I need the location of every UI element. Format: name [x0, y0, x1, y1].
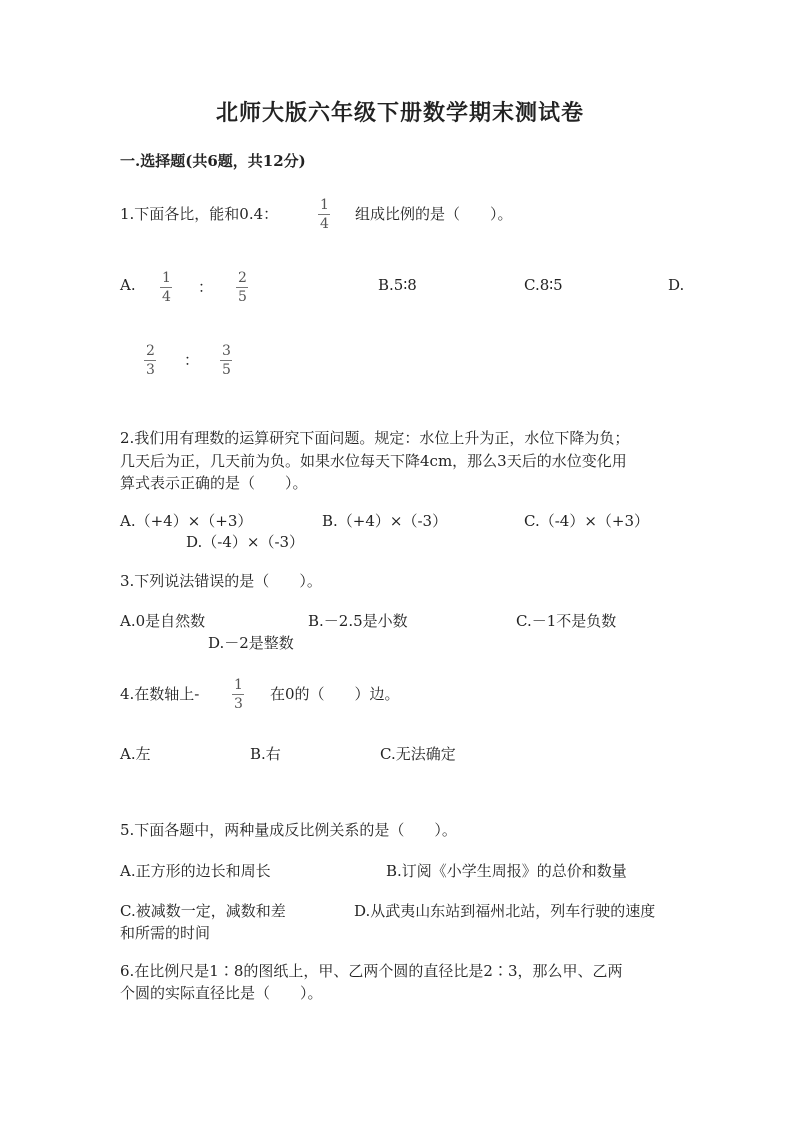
- q1-option-b: B.5∶8: [378, 276, 417, 294]
- fraction-denominator: 3: [146, 362, 155, 378]
- fraction-denominator: 5: [222, 362, 231, 378]
- fraction-denominator: 4: [320, 216, 329, 232]
- q4-stem-fraction: [232, 677, 245, 712]
- q4-option-a: A.左: [120, 745, 151, 763]
- q1-option-a-fraction-1: [160, 270, 173, 305]
- fraction-numerator: 2: [146, 343, 155, 359]
- page-title: 北师大版六年级下册数学期末测试卷: [215, 100, 584, 126]
- fraction-numerator: 1: [162, 270, 171, 286]
- q1-option-d-label: D.: [668, 276, 685, 294]
- q2-option-d: D.（-4）×（-3）: [186, 533, 305, 551]
- q5-option-c: C.被减数一定，减数和差: [120, 902, 286, 920]
- q1-option-c: C.8∶5: [524, 276, 563, 294]
- fraction-numerator: 3: [222, 343, 231, 359]
- fraction-bar: [232, 694, 244, 695]
- fraction-bar: [236, 287, 248, 288]
- q2-option-c: C.（-4）×（+3）: [524, 512, 650, 530]
- q5-option-d-line-1: D.从武夷山东站到福州北站，列车行驶的速度: [354, 902, 656, 920]
- q3-stem: 3.下列说法错误的是（ ）。: [120, 572, 322, 590]
- fraction-denominator: 5: [238, 289, 247, 305]
- fraction-numerator: 1: [234, 677, 243, 693]
- q1-option-d-colon: ：: [184, 351, 200, 369]
- section-heading: 一.选择题(共6题，共12分): [120, 152, 306, 170]
- q1-stem-part2: 组成比例的是（ ）。: [355, 205, 513, 223]
- q5-option-b: B.订阅《小学生周报》的总价和数量: [386, 862, 627, 880]
- q4-option-b: B.右: [250, 745, 281, 763]
- q3-option-b: B.－2.5是小数: [308, 612, 408, 630]
- q5-option-d-line-2: 和所需的时间: [120, 924, 211, 942]
- fraction-denominator: 4: [162, 289, 171, 305]
- fraction-numerator: 1: [320, 197, 329, 213]
- fraction-bar: [160, 287, 172, 288]
- q1-option-a-label: A.: [120, 276, 136, 294]
- fraction-bar: [318, 214, 330, 215]
- fraction-bar: [220, 360, 232, 361]
- q1-stem-part1: 1.下面各比，能和0.4：: [120, 205, 279, 223]
- q3-option-c: C.－1不是负数: [516, 612, 617, 630]
- q2-stem-line-1: 2.我们用有理数的运算研究下面问题。规定：水位上升为正，水位下降为负；: [120, 429, 630, 447]
- q6-stem-line-2: 个圆的实际直径比是（ ）。: [120, 984, 323, 1002]
- q1-stem-fraction: [318, 197, 331, 232]
- q2-option-b: B.（+4）×（-3）: [322, 512, 448, 530]
- q1-option-a-colon: ：: [198, 278, 214, 296]
- q1-option-d-fraction-1: [144, 343, 157, 378]
- q2-stem-line-3: 算式表示正确的是（ ）。: [120, 474, 308, 492]
- q1-option-d-fraction-2: [220, 343, 233, 378]
- fraction-denominator: 3: [234, 696, 243, 712]
- q3-option-a: A.0是自然数: [120, 612, 206, 630]
- q6-stem-line-1: 6.在比例尺是1∶8的图纸上，甲、乙两个圆的直径比是2∶3，那么甲、乙两: [120, 962, 623, 980]
- q5-stem: 5.下面各题中，两种量成反比例关系的是（ ）。: [120, 821, 457, 839]
- q2-stem-line-2: 几天后为正，几天前为负。如果水位每天下降4cm，那么3天后的水位变化用: [120, 452, 627, 470]
- fraction-bar: [144, 360, 156, 361]
- q1-option-a-fraction-2: [236, 270, 249, 305]
- q3-option-d: D.－2是整数: [208, 634, 294, 652]
- fraction-numerator: 2: [238, 270, 247, 286]
- q5-option-a: A.正方形的边长和周长: [120, 862, 271, 880]
- q2-option-a: A.（+4）×（+3）: [120, 512, 253, 530]
- q4-stem-part2: 在0的（ ）边。: [270, 685, 400, 703]
- q4-stem-part1: 4.在数轴上-: [120, 685, 200, 703]
- q4-option-c: C.无法确定: [380, 745, 456, 763]
